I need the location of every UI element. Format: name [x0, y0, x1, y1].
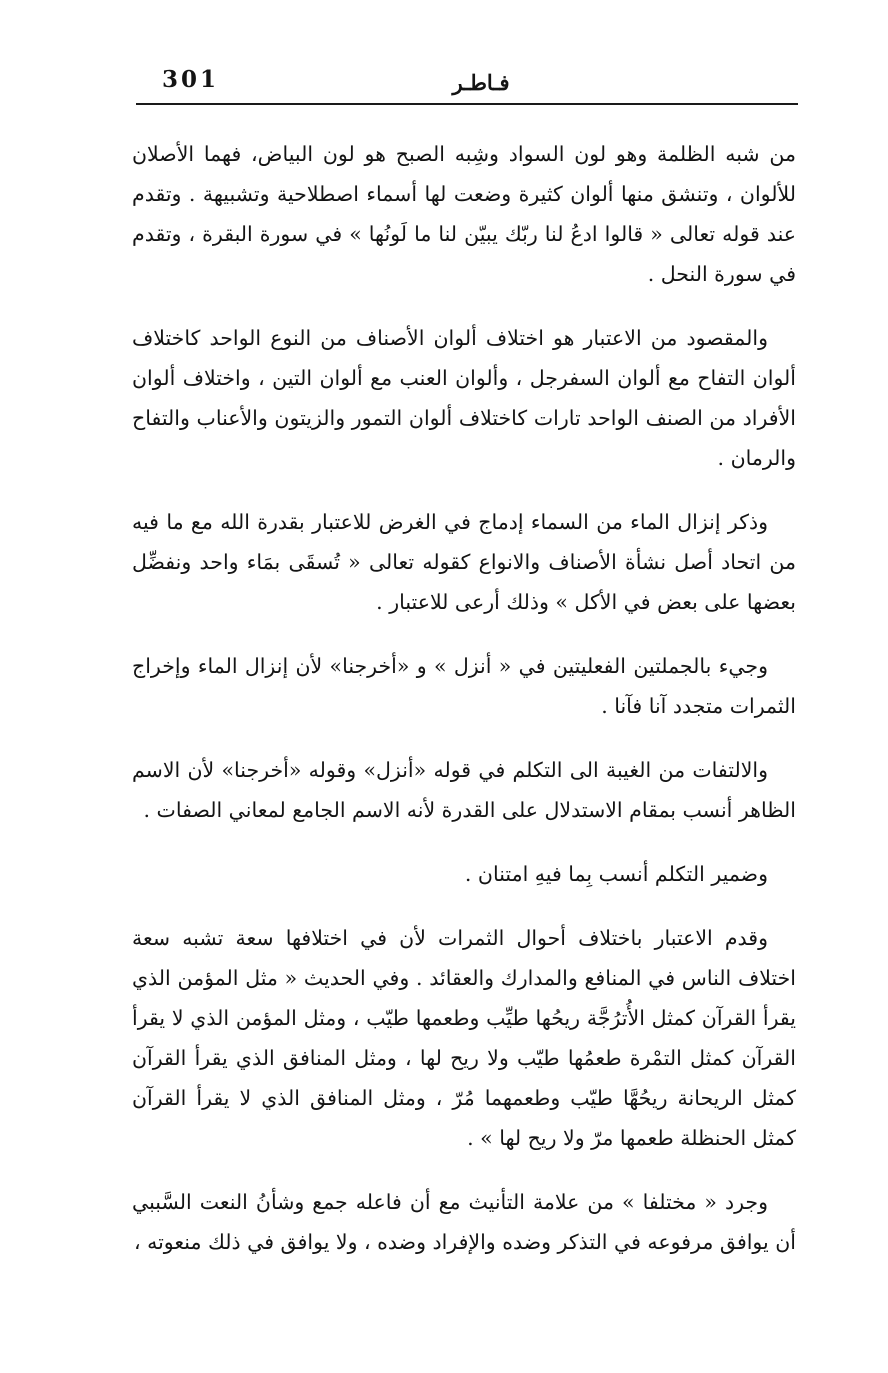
body-text [132, 134, 796, 1286]
paragraph-5: والالتفات من الغيبة الى التكلم في قوله «أنزل» وقوله «أخرجنا» لأن الاسم الظاهر أنسب بمقام الاستدلال على القدرة لأنه الاسم الجامع لمعاني الصفات . [132, 758, 796, 822]
header-rule [136, 103, 798, 105]
paragraph-8: وجرد « مختلفا » من علامة التأنيث مع أن فاعله جمع وشأنُ النعت السَّببي أن يوافق مرفوعه في التذكر وضده والإفراد وضده ، ولا يوافق في ذلك منعوته ، [132, 1190, 796, 1254]
paragraph-6: وضمير التكلم أنسب بِما فيهِ امتنان . [464, 862, 768, 886]
running-title: فـاطـر [452, 70, 510, 95]
paragraph-2: والمقصود من الاعتبار هو اختلاف ألوان الأصناف من النوع الواحد كاختلاف ألوان التفاح مع ألوان السفرجل ، وألوان العنب مع ألوان التين ، واختلاف ألوان الأفراد من الصنف الواحد تارات كاختلاف ألوان التمور والزيتون والأعناب والتفاح والرمان . [132, 326, 796, 470]
paragraph-3: وذكر إنزال الماء من السماء إدماج في الغرض للاعتبار بقدرة الله مع ما فيه من اتحاد أصل نشأة الأصناف والانواع كقوله تعالى « تُسقَى بمَاء واحد ونفضِّل بعضها على بعض في الأكل » وذلك أرعى للاعتبار . [132, 510, 796, 614]
page-header [136, 60, 798, 110]
paragraph-1: من شبه الظلمة وهو لون السواد وشِبه الصبح هو لون البياض، فهما الأصلان للألوان ، وتنشق منها ألوان كثيرة وضعت لها أسماء اصطلاحية وتشبيهة . وتقدم عند قوله تعالى « قالوا ادعُ لنا ربّك يبيّن لنا ما لَونُها » في سورة البقرة ، وتقدم في سورة النحل . [132, 142, 796, 286]
page-number: 301 [162, 66, 220, 93]
paragraph-4: وجيء بالجملتين الفعليتين في « أنزل » و «أخرجنا» لأن إنزال الماء وإخراج الثمرات متجدد آنا فآنا . [132, 654, 796, 718]
paragraph-7: وقدم الاعتبار باختلاف أحوال الثمرات لأن في اختلافها سعة تشبه سعة اختلاف الناس في المنافع والمدارك والعقائد . وفي الحديث « مثل المؤمن الذي يقرأ القرآن كمثل الأُترُجَّة ريحُها طيِّب وطعمها طيّب ، ومثل المؤمن الذي لا يقرأ القرآن كمثل التمْرة طعمُها طيّب ولا ريح لها ، ومثل المنافق الذي يقرأ القرآن كمثل الريحانة ريحُهَّا طيّب وطعمهما مُرّ ، ومثل المنافق الذي لا يقرأ القرآن كمثل الحنظلة طعمها مرّ ولا ريح لها » . [132, 926, 796, 1150]
